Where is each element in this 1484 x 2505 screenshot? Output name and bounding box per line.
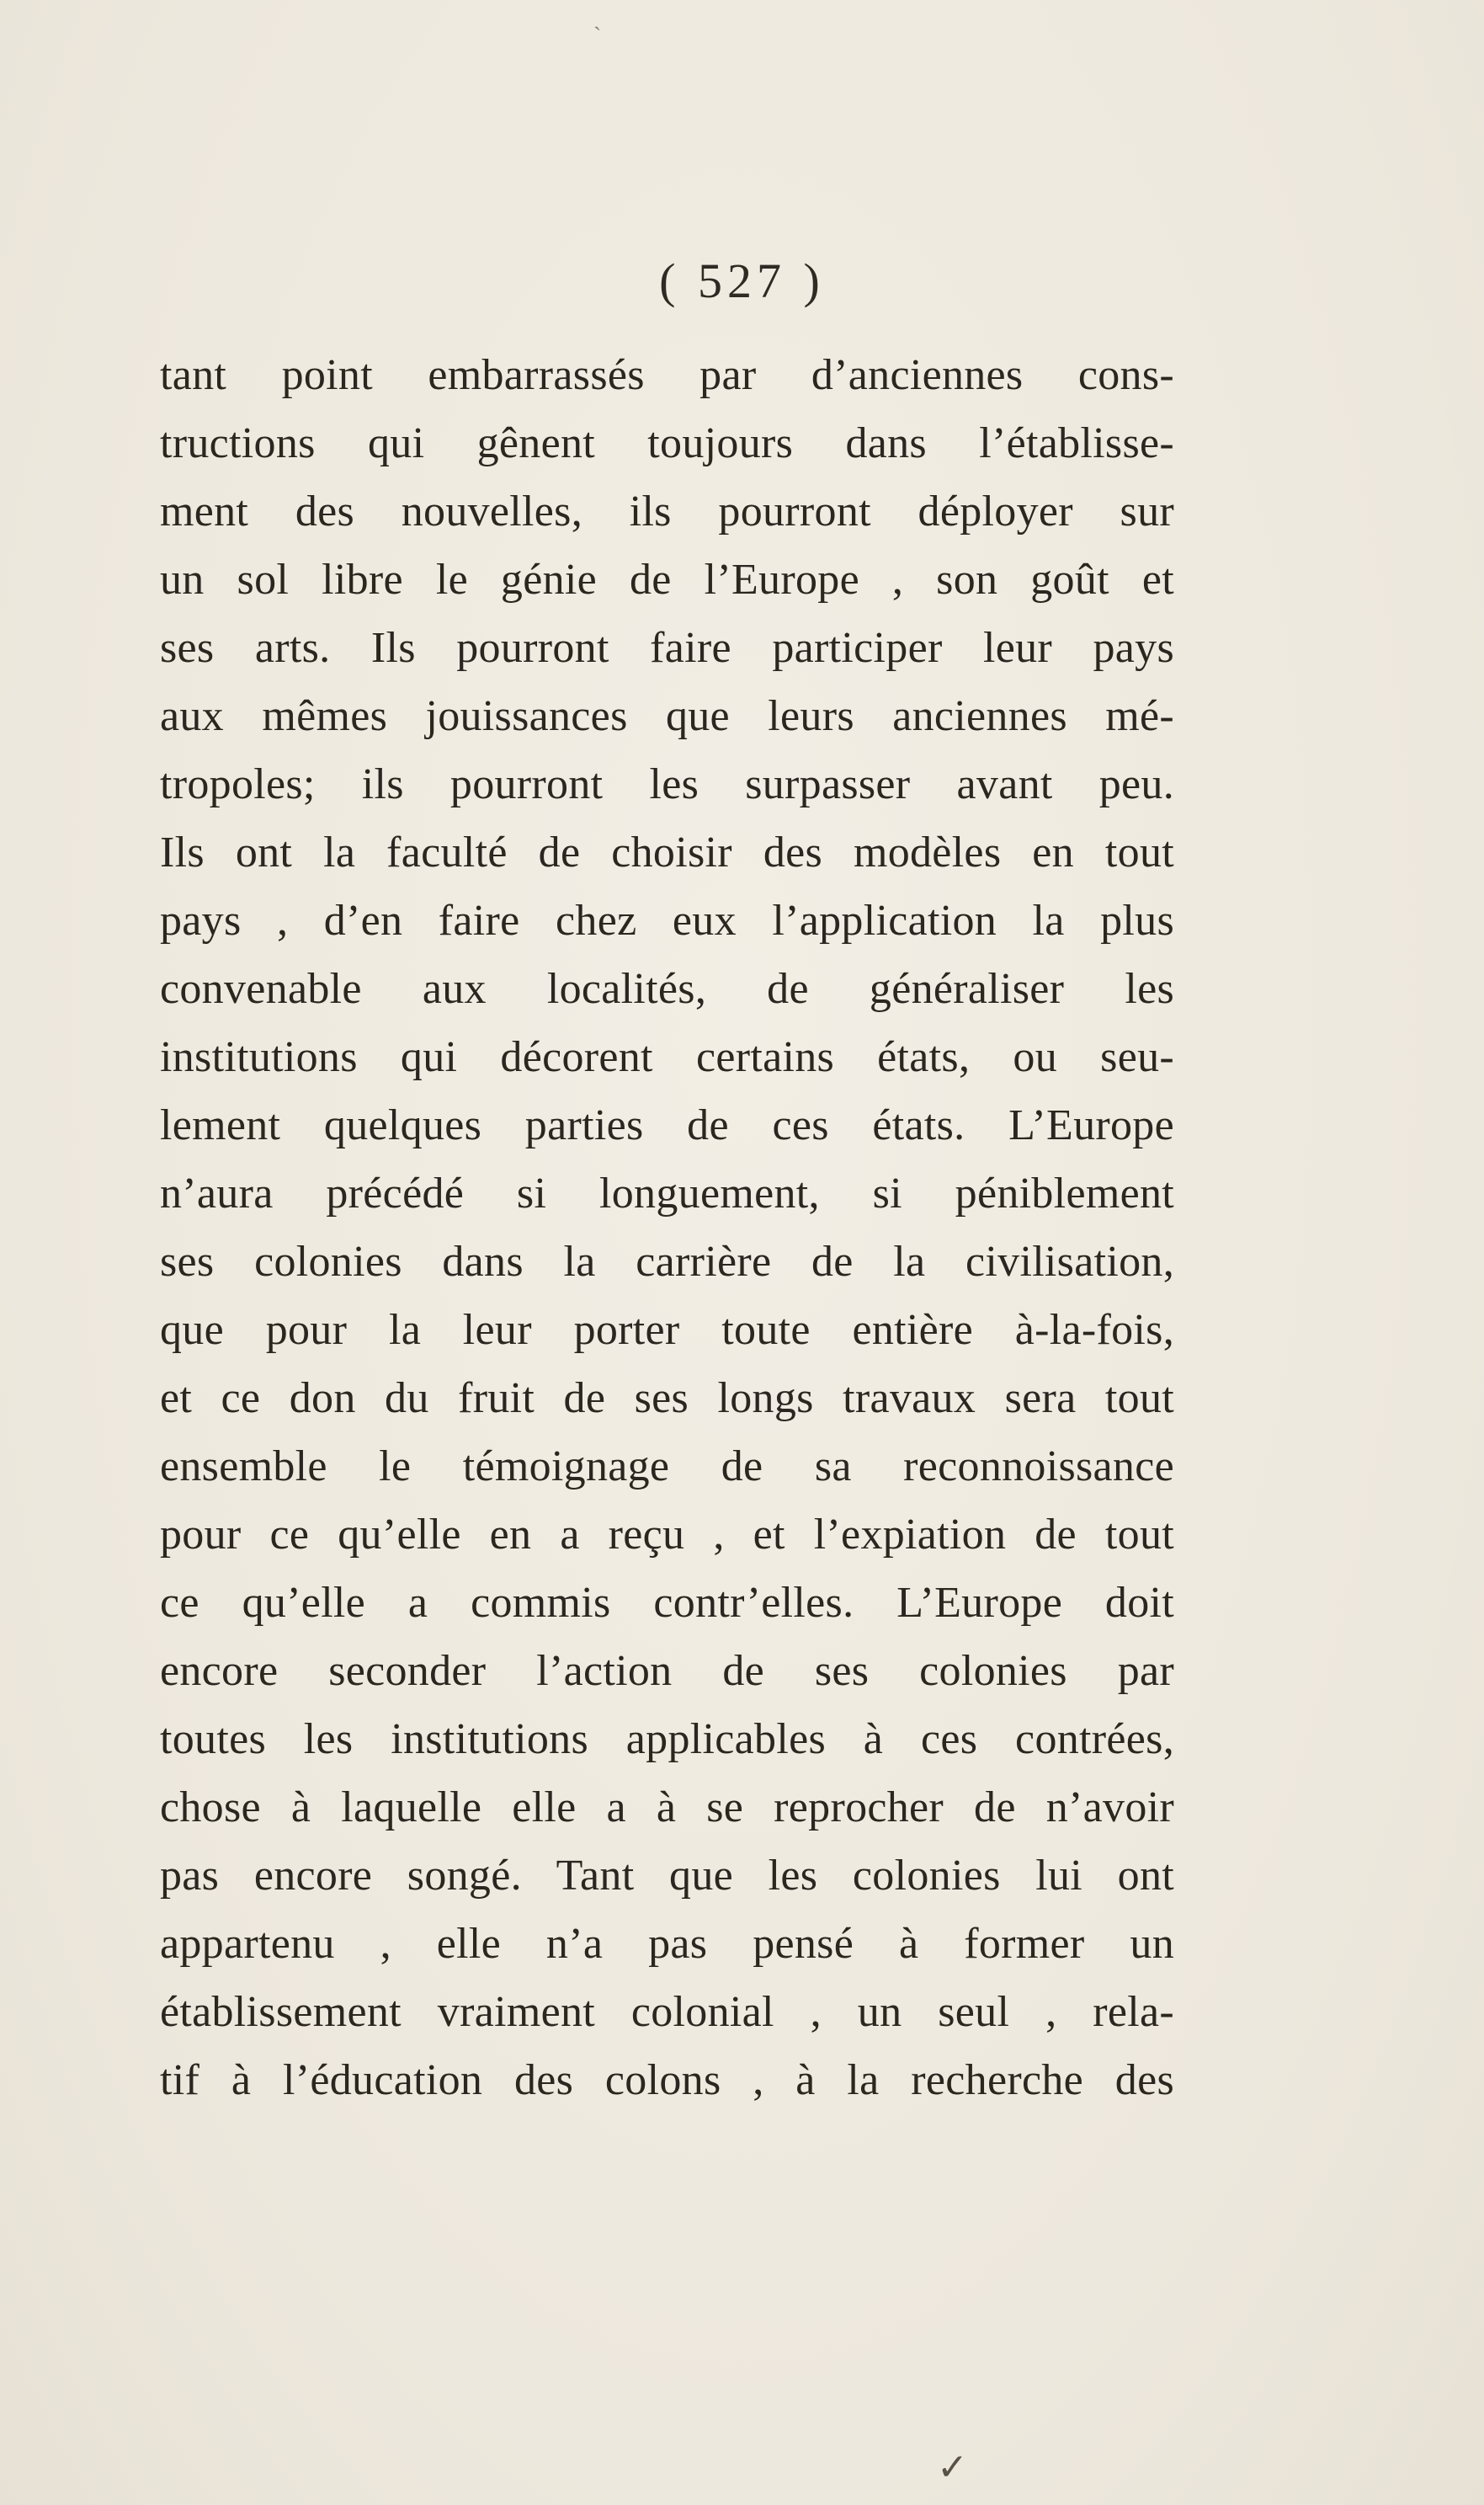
body-text (160, 341, 1174, 2114)
text-line: lement quelques parties de ces états. L’Europe (160, 1101, 1174, 1149)
text-line: ses colonies dans la carrière de la civilisation, (160, 1238, 1174, 1286)
text-line: ce qu’elle a commis contr’elles. L’Europe doit (160, 1579, 1174, 1627)
text-line: pas encore songé. Tant que les colonies lui ont (160, 1852, 1174, 1900)
text-line: chose à laquelle elle a à se reprocher de n’avoir (160, 1783, 1174, 1831)
text-line: un sol libre le génie de l’Europe , son goût et (160, 556, 1174, 604)
text-line: n’aura précédé si longuement, si péniblement (160, 1170, 1174, 1218)
text-line: tropoles; ils pourront les surpasser avant peu. (160, 760, 1174, 808)
text-line: établissement vraiment colonial , un seul , rela- (160, 1988, 1174, 2036)
ink-speck: ˴ (593, 13, 602, 39)
text-line: ensemble le témoignage de sa reconnoissance (160, 1442, 1174, 1490)
text-line: ment des nouvelles, ils pourront déployer sur (160, 488, 1174, 536)
text-line: toutes les institutions applicables à ces contrées, (160, 1715, 1174, 1763)
text-line: institutions qui décorent certains états, ou seu- (160, 1033, 1174, 1081)
text-line: convenable aux localités, de généraliser les (160, 965, 1174, 1013)
text-line: et ce don du fruit de ses longs travaux sera tout (160, 1374, 1174, 1422)
text-line: tructions qui gênent toujours dans l’établisse- (160, 419, 1174, 467)
signature-mark: ✓ (937, 2447, 968, 2488)
text-line: Ils ont la faculté de choisir des modèles en tout (160, 829, 1174, 877)
text-line: pays , d’en faire chez eux l’application la plus (160, 897, 1174, 945)
text-line: tant point embarrassés par d’anciennes cons- (160, 351, 1174, 399)
text-line: aux mêmes jouissances que leurs anciennes mé- (160, 692, 1174, 740)
text-line: encore seconder l’action de ses colonies par (160, 1647, 1174, 1695)
text-line: appartenu , elle n’a pas pensé à former un (160, 1920, 1174, 1968)
text-line: pour ce qu’elle en a reçu , et l’expiation de tout (160, 1511, 1174, 1559)
text-line: que pour la leur porter toute entière à-la-fois, (160, 1306, 1174, 1354)
text-line: ses arts. Ils pourront faire participer leur pays (160, 624, 1174, 672)
text-line: tif à l’éducation des colons , à la recherche des (160, 2056, 1174, 2104)
page-number: ( 527 ) (659, 253, 825, 308)
